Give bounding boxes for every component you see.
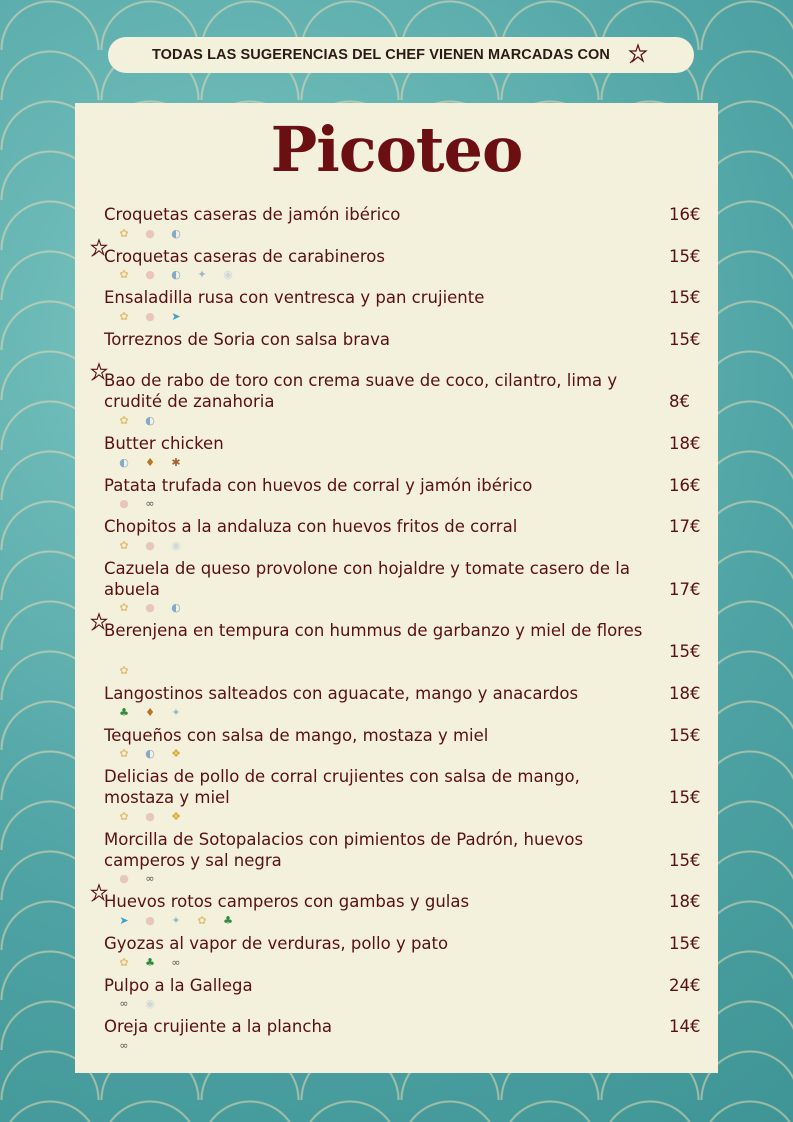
item-name: Croquetas caseras de jamón ibérico	[104, 205, 401, 224]
item-price: 15€	[669, 288, 701, 308]
sulfite-icon: ∞	[145, 497, 155, 511]
item-price: 8€	[669, 392, 690, 412]
allergen-icons	[116, 497, 158, 511]
item-name: Chopitos a la andaluza con huevos fritos de corral	[104, 517, 518, 537]
wheat-icon: ✿	[119, 809, 129, 823]
allergen-icons	[116, 455, 184, 469]
milk-icon: ●	[119, 497, 129, 511]
wheat-icon: ✿	[119, 413, 129, 427]
item-price: 15€	[669, 246, 701, 266]
item-name: Langostinos salteados con aguacate, mango y anacardos	[104, 684, 579, 703]
wheat-icon: ✿	[119, 309, 129, 323]
menu-item	[104, 287, 704, 323]
item-name: Morcilla de Sotopalacios con pimientos de Padrón, huevos camperos y sal negra	[104, 829, 584, 870]
allergen-icons	[116, 872, 158, 886]
item-name: Cazuela de queso provolone con hojaldre y tomate casero de la abuela	[104, 558, 630, 599]
wheat-icon: ✿	[119, 601, 129, 615]
menu-card	[75, 103, 718, 1073]
milk-icon: ●	[145, 268, 155, 282]
item-name: Pulpo a la Gallega	[104, 975, 253, 995]
menu-item	[104, 516, 704, 552]
wheat-icon: ✿	[119, 955, 129, 969]
wheat-icon: ✿	[119, 268, 129, 282]
egg-icon: ◐	[171, 601, 181, 615]
menu-item	[104, 204, 704, 240]
item-name: Delicias de pollo de corral crujientes con salsa de mango, mostaza y miel	[104, 767, 580, 808]
menu-title: Picoteo	[270, 113, 523, 186]
item-name: Berenjena en tempura con hummus de garbanzo y miel de flores	[104, 621, 643, 641]
wheat-icon: ✿	[119, 663, 129, 677]
menu-item	[104, 975, 704, 1011]
item-name: Tequeños con salsa de mango, mostaza y miel	[104, 725, 489, 745]
sulfite-icon: ∞	[119, 1038, 129, 1052]
milk-icon: ●	[145, 809, 155, 823]
item-price: 15€	[669, 850, 701, 870]
milk-icon: ●	[145, 226, 155, 240]
item-name: Torreznos de Soria con salsa brava	[104, 329, 391, 349]
menu-item	[104, 620, 704, 677]
shrimp-icon: ✦	[197, 268, 207, 282]
allergen-icons	[116, 955, 184, 969]
item-price: 15€	[669, 329, 701, 349]
wheat-icon: ✿	[119, 226, 129, 240]
menu-item	[104, 558, 704, 615]
shell-icon: ◉	[223, 268, 233, 282]
item-price: 17€	[669, 579, 701, 599]
nut-icon: ♦	[145, 705, 155, 719]
sulfite-icon: ∞	[145, 872, 155, 886]
item-price: 15€	[669, 642, 701, 662]
item-name: Bao de rabo de toro con crema suave de coco, cilantro, lima y crudité de zanahoria	[104, 371, 618, 412]
item-name: Patata trufada con huevos de corral y jamón ibérico	[104, 475, 533, 495]
wheat-icon: ✿	[119, 538, 129, 552]
menu-item	[104, 683, 704, 719]
milk-icon: ●	[145, 309, 155, 323]
chef-star-icon	[626, 43, 650, 67]
banner-text: TODAS LAS SUGERENCIAS DEL CHEF VIENEN MARCADAS CON	[151, 47, 611, 63]
allergen-icons	[116, 1038, 132, 1052]
allergen-icons	[116, 268, 236, 282]
honey-icon: ❖	[171, 809, 181, 823]
item-name: Butter chicken	[104, 434, 224, 453]
egg-icon: ◐	[119, 455, 129, 469]
egg-icon: ◐	[145, 413, 155, 427]
menu-item	[104, 933, 704, 969]
item-price: 18€	[669, 434, 701, 453]
allergen-icons	[116, 538, 184, 552]
item-price: 18€	[669, 684, 701, 703]
menu-item	[104, 475, 704, 511]
sulfite-icon: ∞	[171, 955, 181, 969]
wheat-icon: ✿	[197, 913, 207, 927]
item-name: Gyozas al vapor de verduras, pollo y pato	[104, 934, 449, 953]
milk-icon: ●	[145, 601, 155, 615]
item-price: 16€	[669, 205, 701, 224]
allergen-icons	[116, 809, 184, 823]
item-name: Croquetas caseras de carabineros	[104, 246, 385, 266]
item-price: 15€	[669, 934, 701, 953]
honey-icon: ❖	[171, 747, 181, 761]
menu-item	[104, 725, 704, 761]
milk-icon: ●	[119, 872, 129, 886]
allergen-icons	[116, 413, 158, 427]
item-price: 24€	[669, 975, 701, 995]
mustard-icon: ✱	[171, 455, 181, 469]
milk-icon: ●	[145, 538, 155, 552]
nut-icon: ♦	[145, 455, 155, 469]
menu-item	[104, 246, 704, 282]
allergen-icons	[116, 601, 184, 615]
egg-icon: ◐	[171, 226, 181, 240]
celery-icon: ♣	[223, 913, 233, 927]
allergen-icons	[116, 663, 132, 677]
milk-icon: ●	[145, 913, 155, 927]
allergen-icons	[116, 997, 158, 1011]
shell-icon: ◉	[145, 997, 155, 1011]
item-price: 16€	[669, 475, 701, 495]
shell-icon: ◉	[171, 538, 181, 552]
shrimp-icon: ✦	[171, 913, 181, 927]
wheat-icon: ✿	[119, 747, 129, 761]
menu-item	[104, 891, 704, 927]
item-name: Oreja crujiente a la plancha	[104, 1017, 333, 1037]
celery-icon: ♣	[119, 705, 129, 719]
menu-item	[104, 329, 704, 350]
sulfite-icon: ∞	[119, 997, 129, 1011]
menu-item	[104, 829, 704, 886]
egg-icon: ◐	[145, 747, 155, 761]
menu-item	[104, 1016, 704, 1052]
egg-icon: ◐	[171, 268, 181, 282]
menu-item	[104, 370, 704, 427]
celery-icon: ♣	[145, 955, 155, 969]
shrimp-icon: ✦	[171, 705, 181, 719]
menu-item	[104, 766, 704, 823]
fish-icon: ➤	[119, 913, 129, 927]
item-name: Ensaladilla rusa con ventresca y pan crujiente	[104, 288, 485, 308]
allergen-icons	[116, 226, 184, 240]
chef-suggestion-banner	[108, 37, 694, 73]
menu-item	[104, 433, 704, 469]
allergen-icons	[116, 747, 184, 761]
item-price: 17€	[669, 517, 701, 537]
allergen-icons	[116, 913, 236, 927]
item-price: 15€	[669, 788, 701, 808]
allergen-icons	[116, 309, 184, 323]
allergen-icons	[116, 705, 184, 719]
item-name: Huevos rotos camperos con gambas y gulas	[104, 892, 470, 912]
item-price: 14€	[669, 1017, 701, 1037]
item-price: 15€	[669, 725, 701, 745]
item-price: 18€	[669, 892, 701, 912]
fish-icon: ➤	[171, 309, 181, 323]
